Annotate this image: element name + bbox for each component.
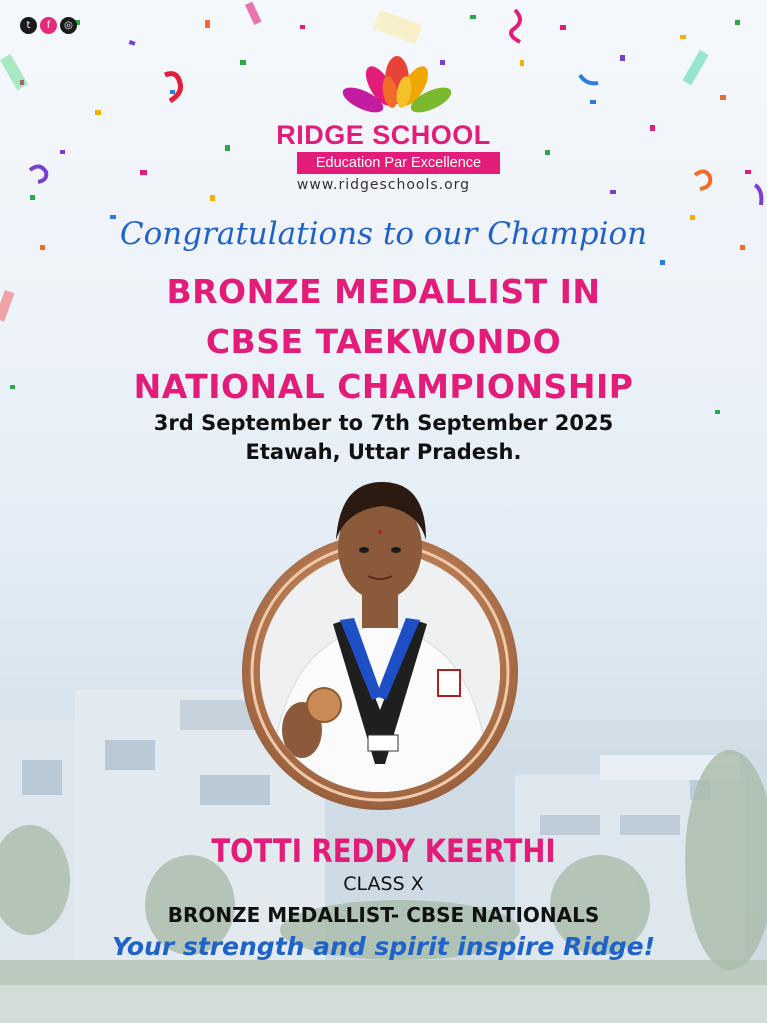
school-logo — [330, 52, 464, 124]
student-achievement: BRONZE MEDALLIST- CBSE NATIONALS — [167, 903, 600, 927]
headline-line-1: BRONZE MEDALLIST IN — [166, 272, 601, 311]
student-medal-portrait — [240, 480, 520, 810]
school-tagline: Education Par Excellence — [297, 152, 500, 174]
inspiration-quote: Your strength and spirit inspire Ridge! — [112, 932, 655, 961]
headline-line-2: CBSE TAEKWONDO — [205, 322, 562, 361]
social-icons — [20, 17, 77, 34]
headline-line-3: NATIONAL CHAMPIONSHIP — [133, 367, 634, 406]
school-name: RIDGE SCHOOL — [276, 120, 491, 150]
event-venue: Etawah, Uttar Pradesh. — [245, 440, 522, 464]
instagram-icon[interactable]: ◎ — [60, 17, 77, 34]
congratulations-heading: Congratulations to our Champion — [119, 216, 648, 252]
student-name: TOTTI REDDY KEERTHI — [211, 832, 556, 870]
twitter-icon[interactable]: t — [20, 17, 37, 34]
facebook-icon[interactable]: f — [40, 17, 57, 34]
student-class: CLASS X — [343, 873, 424, 895]
event-dates: 3rd September to 7th September 2025 — [153, 411, 614, 435]
website-link[interactable]: www.ridgeschools.org — [296, 177, 471, 193]
